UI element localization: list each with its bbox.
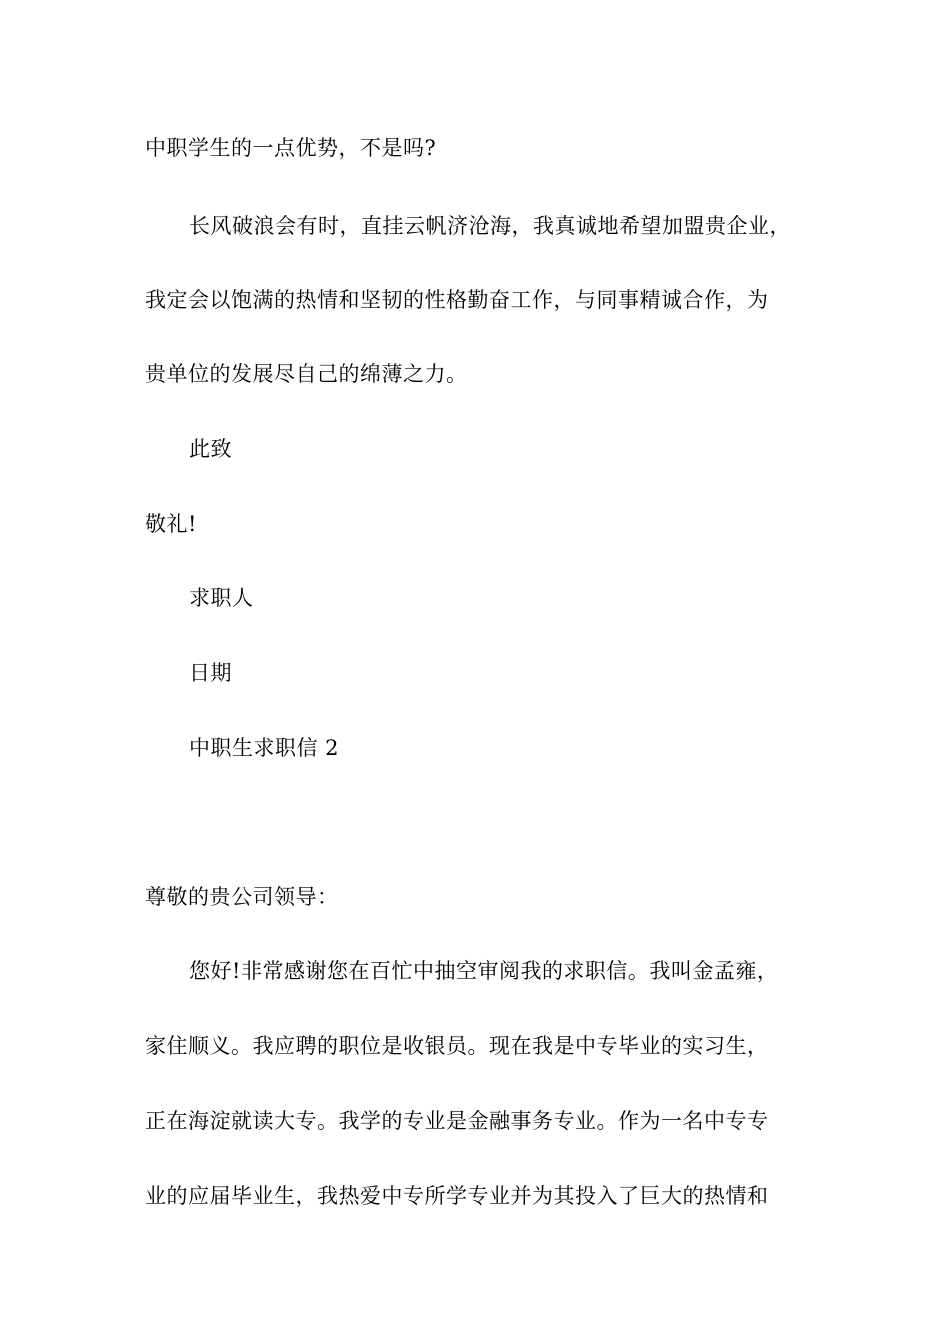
paragraph-line: 我定会以饱满的热情和坚韧的性格勤奋工作，与同事精诚合作，为 <box>145 288 769 312</box>
paragraph-line: 业的应届毕业生，我热爱中专所学专业并为其投入了巨大的热情和 <box>145 1184 769 1208</box>
paragraph-line: 家住顺义。我应聘的职位是收银员。现在我是中专毕业的实习生， <box>145 1034 769 1058</box>
paragraph-line: 您好!非常感谢您在百忙中抽空审阅我的求职信。我叫金孟雍， <box>189 959 779 983</box>
closing-line: 此致 <box>189 437 232 461</box>
date-label: 日期 <box>189 661 232 685</box>
applicant-label: 求职人 <box>189 586 254 610</box>
salutation-line: 敬礼! <box>145 512 197 536</box>
paragraph-line: 贵单位的发展尽自己的绵薄之力。 <box>145 362 468 386</box>
paragraph-line: 长风破浪会有时，直挂云帆济沧海，我真诚地希望加盟贵企业， <box>189 214 791 238</box>
paragraph-line: 中职学生的一点优势，不是吗? <box>145 136 437 160</box>
section-title: 中职生求职信 2 <box>189 736 340 760</box>
greeting-line: 尊敬的贵公司领导： <box>145 885 339 909</box>
paragraph-line: 正在海淀就读大专。我学的专业是金融事务专业。作为一名中专专 <box>145 1109 769 1133</box>
